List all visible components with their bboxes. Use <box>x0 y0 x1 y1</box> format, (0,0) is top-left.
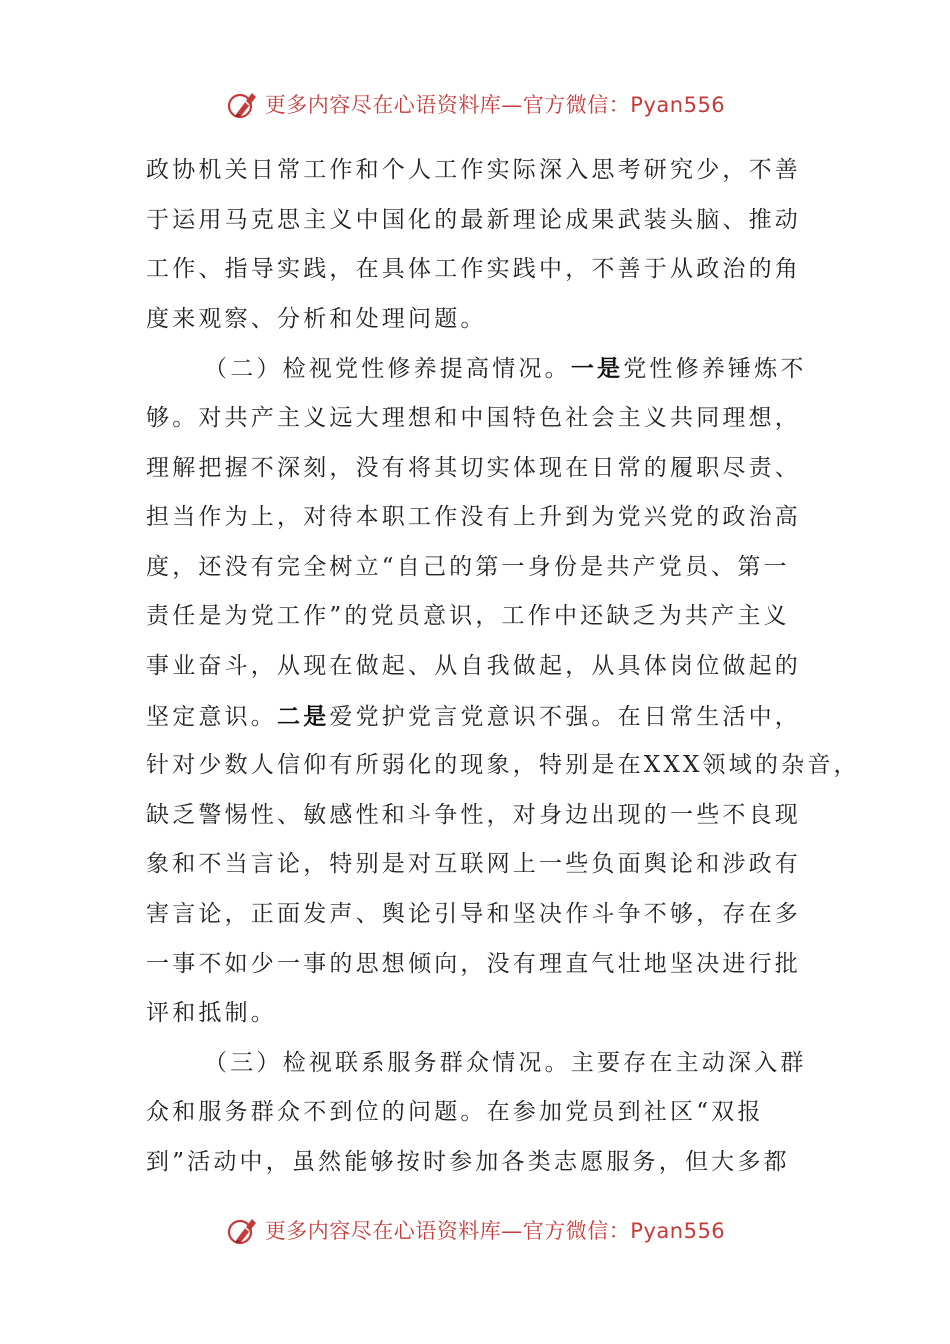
header-watermark-text: 更多内容尽在心语资料库—官方微信：Pyan556 <box>264 93 726 117</box>
text-line: 一事不如少一事的思想倾向，没有理直气壮地坚决进行批 <box>146 950 801 977</box>
text-line: 理解把握不深刻，没有将其切实体现在日常的履职尽责、 <box>146 454 801 481</box>
text-line: 担当作为上，对待本职工作没有上升到为党兴党的政治高 <box>146 504 801 531</box>
text-line: 到”活动中，虽然能够按时参加各类志愿服务，但大多都 <box>146 1148 790 1175</box>
footer-watermark <box>0 1210 950 1250</box>
text-line: 众和服务群众不到位的问题。在参加党员到社区“双报 <box>146 1099 764 1126</box>
section-heading-line: （三）检视联系服务群众情况。主要存在主动深入群 <box>204 1049 807 1076</box>
section-heading: （二）检视党性修养提高情况。 <box>204 356 571 383</box>
text-span: 党性修养锤炼不 <box>623 356 807 383</box>
text-line: 针对少数人信仰有所弱化的现象，特别是在XXX领域的杂音， <box>146 752 860 779</box>
pen-nib-logo-icon <box>225 1213 259 1247</box>
text-span: 坚定意识。 <box>146 703 277 730</box>
section-heading-line <box>146 344 826 394</box>
footer-watermark-text: 更多内容尽在心语资料库—官方微信：Pyan556 <box>264 1219 726 1243</box>
text-span: 爱党护党言党意识不强。在日常生活中， <box>329 703 802 730</box>
text-line: 政协机关日常工作和个人工作实际深入思考研究少，不善 <box>146 157 801 183</box>
text-line: 事业奋斗，从现在做起、从自我做起，从具体岗位做起的 <box>146 652 801 679</box>
text-line: 象和不当言论，特别是对互联网上一些负面舆论和涉政有 <box>146 851 801 878</box>
text-line: 度来观察、分析和处理问题。 <box>146 305 487 332</box>
text-line: 害言论，正面发声、舆论引导和坚决作斗争不够，存在多 <box>146 900 801 927</box>
text-line: 于运用马克思主义中国化的最新理论成果武装头脑、推动 <box>146 206 801 233</box>
text-line: 责任是为党工作”的党员意识，工作中还缺乏为共产主义 <box>146 603 790 630</box>
text-line: 够。对共产主义远大理想和中国特色社会主义共同理想， <box>146 404 801 431</box>
header-watermark <box>0 84 950 124</box>
text-line: 缺乏警惕性、敏感性和斗争性，对身边出现的一些不良现 <box>146 801 801 828</box>
document-body <box>146 146 860 1187</box>
text-line <box>146 692 826 742</box>
pen-nib-logo-icon <box>225 87 259 121</box>
text-line: 工作、指导实践，在具体工作实践中，不善于从政治的角 <box>146 256 801 283</box>
bold-marker-first: 一是 <box>570 355 624 383</box>
bold-marker-second: 二是 <box>277 702 330 730</box>
text-line: 度，还没有完全树立“自己的第一身份是共产党员、第一 <box>146 553 790 580</box>
text-line: 评和抵制。 <box>146 1000 277 1027</box>
